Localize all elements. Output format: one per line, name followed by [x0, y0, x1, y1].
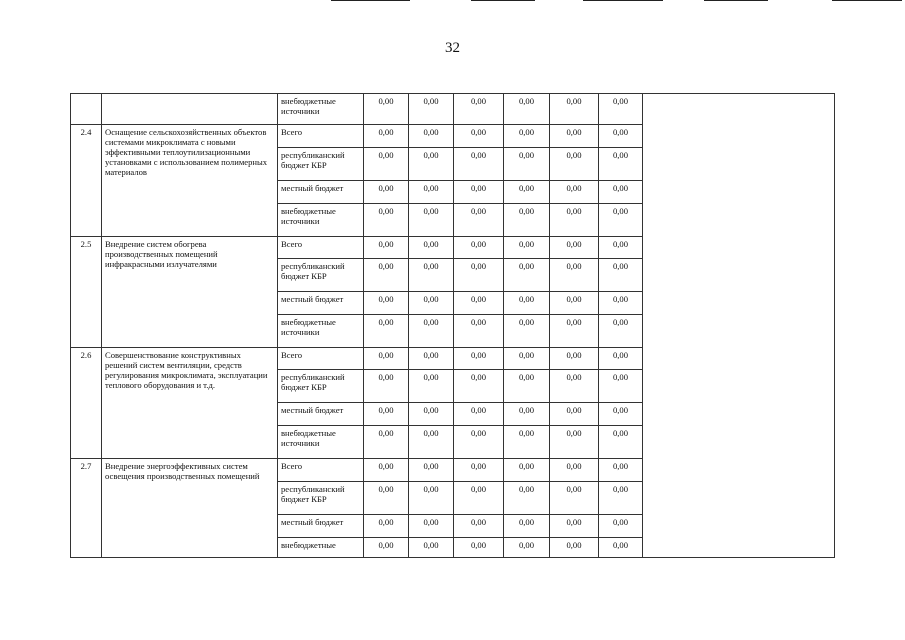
item-number: 2.5 [71, 237, 102, 348]
amount-cell: 0,00 [599, 292, 643, 315]
amount-cell: 0,00 [550, 315, 599, 348]
top-rule [331, 0, 410, 1]
funding-source: Всего [278, 125, 364, 148]
amount-cell: 0,00 [599, 482, 643, 515]
amount-cell: 0,00 [599, 181, 643, 204]
amount-cell: 0,00 [504, 426, 550, 459]
top-rule [583, 0, 663, 1]
amount-cell: 0,00 [599, 94, 643, 125]
amount-cell: 0,00 [364, 515, 409, 538]
amount-cell: 0,00 [454, 292, 504, 315]
amount-cell: 0,00 [454, 94, 504, 125]
amount-cell: 0,00 [599, 426, 643, 459]
amount-cell: 0,00 [504, 459, 550, 482]
amount-cell: 0,00 [599, 125, 643, 148]
budget-table [70, 93, 835, 558]
amount-cell: 0,00 [409, 292, 454, 315]
amount-cell: 0,00 [409, 403, 454, 426]
item-number: 2.6 [71, 348, 102, 459]
amount-cell: 0,00 [504, 370, 550, 403]
funding-source: внебюджетные источники [278, 204, 364, 237]
amount-cell: 0,00 [504, 148, 550, 181]
amount-cell: 0,00 [599, 315, 643, 348]
amount-cell: 0,00 [504, 125, 550, 148]
amount-cell: 0,00 [409, 259, 454, 292]
item-description [102, 94, 278, 125]
amount-cell: 0,00 [364, 237, 409, 259]
amount-cell: 0,00 [599, 237, 643, 259]
amount-cell: 0,00 [550, 459, 599, 482]
amount-cell: 0,00 [409, 204, 454, 237]
funding-source: местный бюджет [278, 181, 364, 204]
amount-cell: 0,00 [504, 259, 550, 292]
amount-cell: 0,00 [504, 237, 550, 259]
funding-source: республиканский бюджет КБР [278, 148, 364, 181]
amount-cell: 0,00 [599, 204, 643, 237]
amount-cell: 0,00 [504, 94, 550, 125]
amount-cell: 0,00 [599, 538, 643, 558]
amount-cell: 0,00 [364, 148, 409, 181]
amount-cell: 0,00 [550, 348, 599, 370]
amount-cell: 0,00 [409, 482, 454, 515]
amount-cell: 0,00 [364, 181, 409, 204]
amount-cell: 0,00 [409, 515, 454, 538]
top-rule [832, 0, 902, 1]
amount-cell: 0,00 [504, 204, 550, 237]
funding-source: местный бюджет [278, 515, 364, 538]
amount-cell: 0,00 [409, 125, 454, 148]
amount-cell: 0,00 [409, 370, 454, 403]
amount-cell: 0,00 [504, 181, 550, 204]
table-row [71, 94, 835, 125]
amount-cell: 0,00 [599, 403, 643, 426]
amount-cell: 0,00 [599, 370, 643, 403]
amount-cell: 0,00 [599, 148, 643, 181]
amount-cell: 0,00 [550, 148, 599, 181]
amount-cell: 0,00 [364, 370, 409, 403]
amount-cell: 0,00 [504, 482, 550, 515]
amount-cell: 0,00 [364, 348, 409, 370]
amount-cell: 0,00 [409, 538, 454, 558]
item-description: Внедрение энергоэффективных систем освещения производственных помещений [102, 459, 278, 558]
amount-cell: 0,00 [454, 204, 504, 237]
page-number: 32 [445, 40, 460, 56]
amount-cell: 0,00 [550, 94, 599, 125]
amount-cell: 0,00 [550, 259, 599, 292]
item-number: 2.7 [71, 459, 102, 558]
top-rule [471, 0, 535, 1]
item-description: Внедрение систем обогрева производственных помещений инфракрасными излучателями [102, 237, 278, 348]
item-number [71, 94, 102, 125]
amount-cell: 0,00 [454, 459, 504, 482]
amount-cell: 0,00 [364, 426, 409, 459]
amount-cell: 0,00 [454, 259, 504, 292]
amount-cell: 0,00 [454, 538, 504, 558]
funding-source: Всего [278, 459, 364, 482]
top-rule [704, 0, 768, 1]
amount-cell: 0,00 [454, 403, 504, 426]
funding-source: Всего [278, 237, 364, 259]
amount-cell: 0,00 [454, 482, 504, 515]
amount-cell: 0,00 [454, 181, 504, 204]
amount-cell: 0,00 [550, 403, 599, 426]
amount-cell: 0,00 [454, 515, 504, 538]
funding-source: республиканский бюджет КБР [278, 482, 364, 515]
amount-cell: 0,00 [504, 403, 550, 426]
amount-cell: 0,00 [409, 148, 454, 181]
amount-cell: 0,00 [409, 348, 454, 370]
notes-column [643, 94, 835, 558]
funding-source: внебюджетные источники [278, 426, 364, 459]
amount-cell: 0,00 [504, 315, 550, 348]
amount-cell: 0,00 [454, 426, 504, 459]
item-description: Совершенствование конструктивных решений систем вентиляции, средств регулирования микроклимата, эксплуатации теплового оборудования и т.д. [102, 348, 278, 459]
amount-cell: 0,00 [364, 538, 409, 558]
funding-source: республиканский бюджет КБР [278, 370, 364, 403]
funding-source: республиканский бюджет КБР [278, 259, 364, 292]
amount-cell: 0,00 [550, 204, 599, 237]
amount-cell: 0,00 [550, 482, 599, 515]
amount-cell: 0,00 [454, 370, 504, 403]
amount-cell: 0,00 [550, 515, 599, 538]
amount-cell: 0,00 [409, 237, 454, 259]
amount-cell: 0,00 [454, 125, 504, 148]
amount-cell: 0,00 [504, 515, 550, 538]
amount-cell: 0,00 [599, 515, 643, 538]
amount-cell: 0,00 [504, 348, 550, 370]
amount-cell: 0,00 [504, 538, 550, 558]
amount-cell: 0,00 [364, 204, 409, 237]
amount-cell: 0,00 [550, 426, 599, 459]
amount-cell: 0,00 [409, 315, 454, 348]
amount-cell: 0,00 [504, 292, 550, 315]
amount-cell: 0,00 [409, 426, 454, 459]
amount-cell: 0,00 [454, 148, 504, 181]
funding-source: местный бюджет [278, 292, 364, 315]
amount-cell: 0,00 [454, 315, 504, 348]
amount-cell: 0,00 [599, 348, 643, 370]
amount-cell: 0,00 [364, 315, 409, 348]
amount-cell: 0,00 [599, 459, 643, 482]
amount-cell: 0,00 [364, 482, 409, 515]
funding-source: внебюджетные источники [278, 315, 364, 348]
amount-cell: 0,00 [364, 459, 409, 482]
amount-cell: 0,00 [409, 459, 454, 482]
amount-cell: 0,00 [409, 94, 454, 125]
funding-source: внебюджетные источники [278, 94, 364, 125]
amount-cell: 0,00 [550, 237, 599, 259]
amount-cell: 0,00 [454, 237, 504, 259]
amount-cell: 0,00 [550, 538, 599, 558]
amount-cell: 0,00 [550, 292, 599, 315]
item-number: 2.4 [71, 125, 102, 237]
funding-source: местный бюджет [278, 403, 364, 426]
amount-cell: 0,00 [364, 403, 409, 426]
amount-cell: 0,00 [550, 370, 599, 403]
amount-cell: 0,00 [364, 94, 409, 125]
amount-cell: 0,00 [364, 259, 409, 292]
amount-cell: 0,00 [454, 348, 504, 370]
amount-cell: 0,00 [550, 125, 599, 148]
amount-cell: 0,00 [599, 259, 643, 292]
amount-cell: 0,00 [409, 181, 454, 204]
amount-cell: 0,00 [550, 181, 599, 204]
item-description: Оснащение сельскохозяйственных объектов системами микроклимата с новыми эффективными теплоутилизационными установками с использованием полимерных материалов [102, 125, 278, 237]
funding-source: внебюджетные [278, 538, 364, 558]
funding-source: Всего [278, 348, 364, 370]
amount-cell: 0,00 [364, 292, 409, 315]
amount-cell: 0,00 [364, 125, 409, 148]
